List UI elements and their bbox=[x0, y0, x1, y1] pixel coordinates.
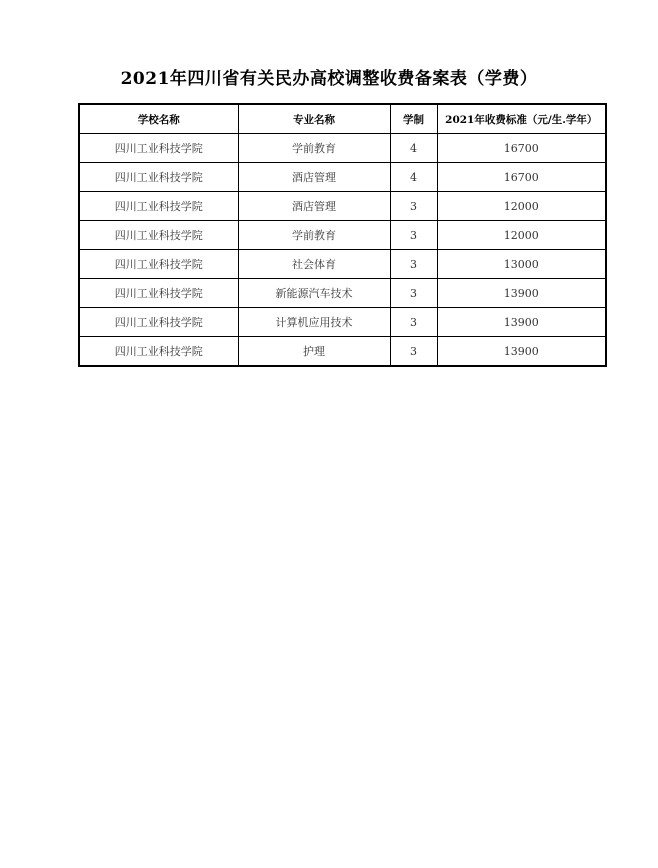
cell-fee: 13900 bbox=[437, 308, 606, 337]
cell-fee: 12000 bbox=[437, 192, 606, 221]
cell-school: 四川工业科技学院 bbox=[79, 192, 238, 221]
header-years: 学制 bbox=[390, 104, 437, 134]
cell-school: 四川工业科技学院 bbox=[79, 279, 238, 308]
document-title: 2021年四川省有关民办高校调整收费备案表（学费） bbox=[120, 69, 538, 89]
cell-major: 学前教育 bbox=[238, 134, 390, 163]
cell-major: 护理 bbox=[238, 337, 390, 367]
cell-school: 四川工业科技学院 bbox=[79, 221, 238, 250]
cell-years: 3 bbox=[390, 250, 437, 279]
table-row bbox=[79, 221, 606, 250]
cell-major: 新能源汽车技术 bbox=[238, 279, 390, 308]
cell-school: 四川工业科技学院 bbox=[79, 163, 238, 192]
cell-school: 四川工业科技学院 bbox=[79, 308, 238, 337]
table-row bbox=[79, 279, 606, 308]
table-header-row bbox=[79, 104, 606, 134]
cell-years: 3 bbox=[390, 221, 437, 250]
cell-years: 4 bbox=[390, 163, 437, 192]
cell-major: 酒店管理 bbox=[238, 192, 390, 221]
cell-school: 四川工业科技学院 bbox=[79, 250, 238, 279]
cell-years: 4 bbox=[390, 134, 437, 163]
cell-fee: 12000 bbox=[437, 221, 606, 250]
cell-major: 学前教育 bbox=[238, 221, 390, 250]
table-row bbox=[79, 250, 606, 279]
cell-years: 3 bbox=[390, 192, 437, 221]
cell-fee: 13900 bbox=[437, 337, 606, 367]
table-row bbox=[79, 192, 606, 221]
table-row bbox=[79, 163, 606, 192]
cell-years: 3 bbox=[390, 279, 437, 308]
cell-school: 四川工业科技学院 bbox=[79, 337, 238, 367]
header-school-name: 学校名称 bbox=[79, 104, 238, 134]
cell-years: 3 bbox=[390, 308, 437, 337]
header-major-name: 专业名称 bbox=[238, 104, 390, 134]
table-row bbox=[79, 308, 606, 337]
table-row bbox=[79, 134, 606, 163]
header-fee-standard: 2021年收费标准（元/生.学年） bbox=[437, 104, 606, 134]
cell-years: 3 bbox=[390, 337, 437, 367]
table-row bbox=[79, 337, 606, 367]
cell-fee: 16700 bbox=[437, 163, 606, 192]
fee-filing-table bbox=[78, 103, 607, 367]
cell-major: 酒店管理 bbox=[238, 163, 390, 192]
cell-school: 四川工业科技学院 bbox=[79, 134, 238, 163]
cell-major: 计算机应用技术 bbox=[238, 308, 390, 337]
cell-fee: 13000 bbox=[437, 250, 606, 279]
cell-fee: 16700 bbox=[437, 134, 606, 163]
cell-fee: 13900 bbox=[437, 279, 606, 308]
cell-major: 社会体育 bbox=[238, 250, 390, 279]
